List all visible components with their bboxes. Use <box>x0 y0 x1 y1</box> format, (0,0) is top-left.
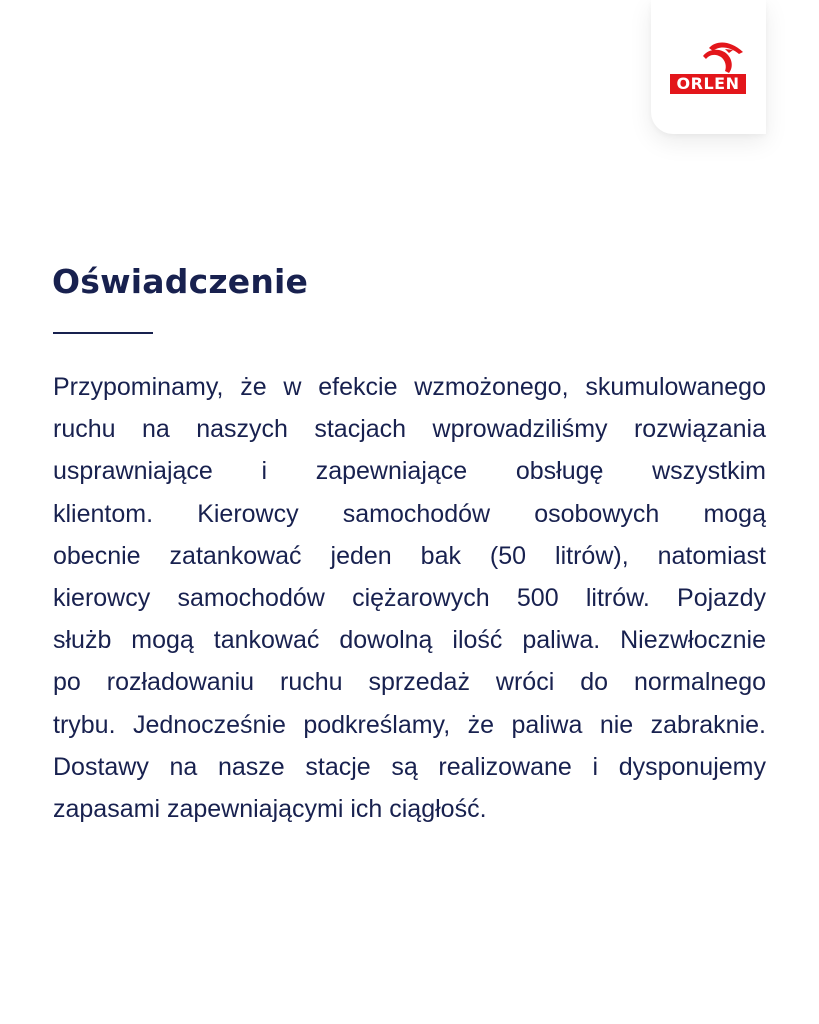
statement-line: Przypominamy, że w efekcie wzmożonego, skumulowanego <box>53 373 766 401</box>
statement-line: Dostawy na nasze stacje są realizowane i dysponujemy <box>53 752 766 781</box>
statement-line: usprawniające i zapewniające obsługę wszystkim <box>53 457 766 486</box>
logo-card <box>651 0 766 134</box>
orlen-eagle-icon <box>699 38 747 74</box>
statement-line: ruchu na naszych stacjach wprowadziliśmy rozwiązania <box>53 415 766 444</box>
statement-line: obecnie zatankować jeden bak (50 litrów), natomiast <box>53 541 766 570</box>
statement-line: po rozładowaniu ruchu sprzedaż wróci do normalnego <box>53 668 766 697</box>
title-divider <box>53 332 153 334</box>
statement-line: trybu. Jednocześnie podkreślamy, że paliwa nie zabraknie. <box>53 710 766 739</box>
statement-body <box>53 366 766 830</box>
page-title: Oświadczenie <box>52 262 309 301</box>
statement-line: zapasami zapewniającymi ich ciągłość. <box>53 794 487 823</box>
statement-line: klientom. Kierowcy samochodów osobowych mogą <box>53 499 766 528</box>
statement-line: kierowcy samochodów ciężarowych 500 litrów. Pojazdy <box>53 583 766 612</box>
orlen-wordmark: ORLEN <box>670 74 746 94</box>
statement-line: służb mogą tankować dowolną ilość paliwa. Niezwłocznie <box>53 626 766 655</box>
